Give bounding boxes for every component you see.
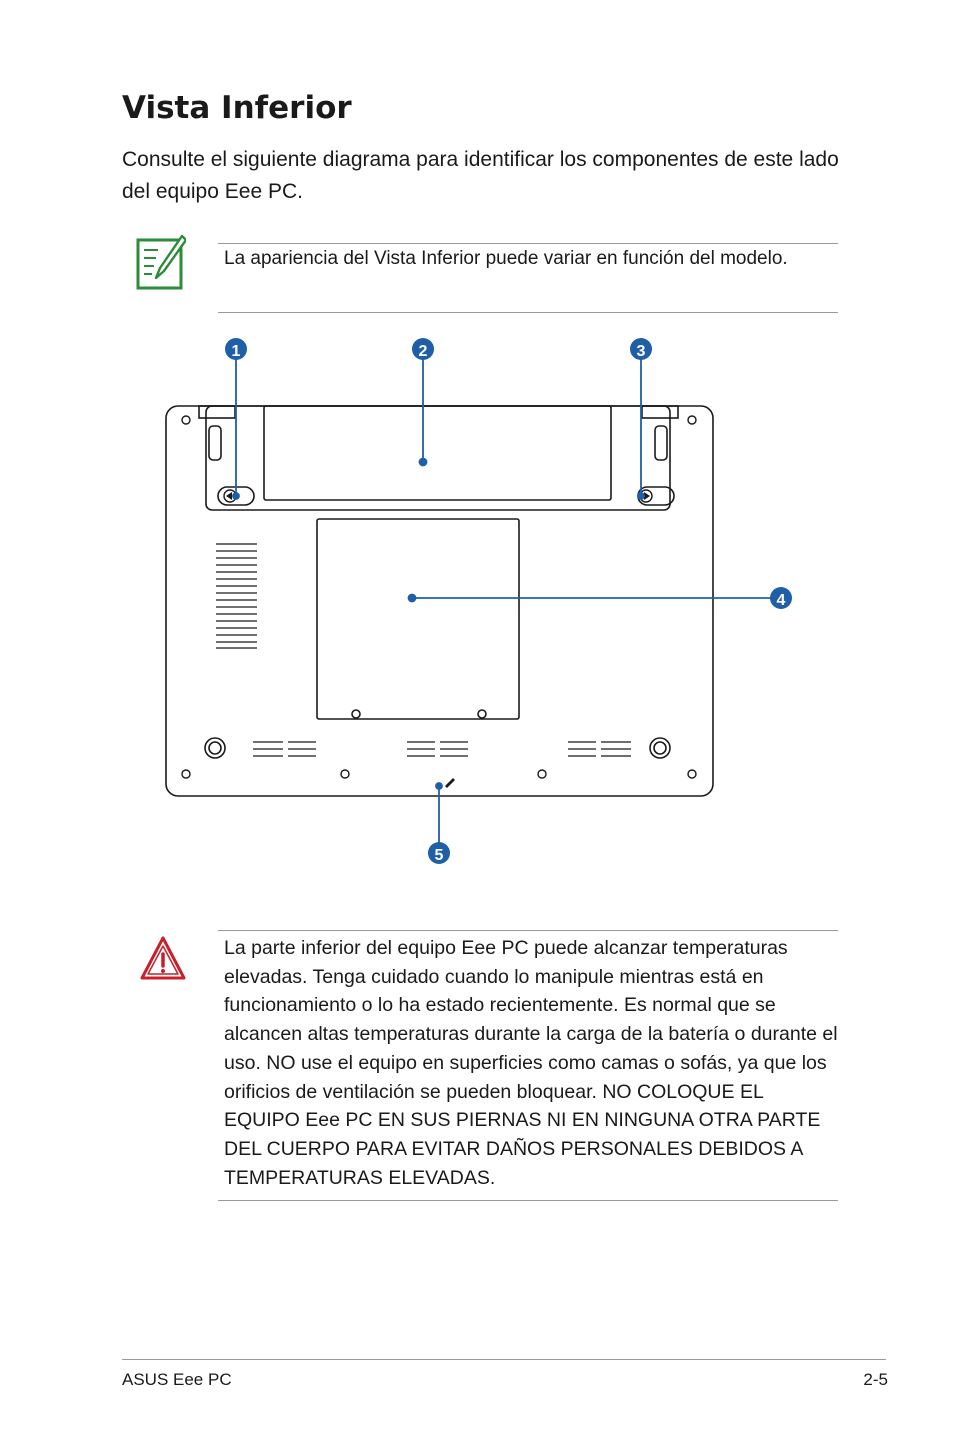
callout-markers xyxy=(225,338,792,864)
note-pencil-icon xyxy=(136,234,186,292)
callout-4-label: 4 xyxy=(776,592,786,609)
warning-text: La parte inferior del equipo Eee PC puede alcanzar temperaturas elevadas. Tenga cuidado cuando lo manipule mientras está en funcionamiento o lo ha estado recientemente. Es normal que se alcancen altas temperaturas durante la carga de la batería o durante el uso. NO use el equipo en superficies como camas o sofás, ya que los orificios de ventilación se pueden bloquear. NO COLOQUE EL EQUIPO Eee PC EN SUS PIERNAS NI EN NINGUNA OTRA PARTE DEL CUERPO PARA EVITAR DAÑOS PERSONALES DEBIDOS A TEMPERATURAS ELEVADAS. xyxy=(224,937,838,1189)
callout-2-label: 2 xyxy=(418,343,428,360)
memory-compartment xyxy=(317,519,519,719)
battery-bay xyxy=(206,406,670,510)
bottom-view-diagram xyxy=(150,330,850,870)
warning-top-rule xyxy=(218,930,838,931)
battery-pack xyxy=(264,406,611,500)
warning-triangle-icon xyxy=(138,934,188,984)
left-tab xyxy=(199,406,235,418)
footer-page-number: 2-5 xyxy=(863,1370,888,1389)
page-title: Vista Inferior xyxy=(122,90,352,126)
callout-5-label: 5 xyxy=(434,847,444,864)
callout-3-label: 3 xyxy=(636,343,646,360)
intro-paragraph: Consulte el siguiente diagrama para identificar los componentes de este lado del equipo Eee PC. xyxy=(122,148,839,203)
warning-bottom-rule xyxy=(218,1200,838,1201)
right-tab xyxy=(642,406,678,418)
note-text: La apariencia del Vista Inferior puede variar en función del modelo. xyxy=(224,248,788,269)
footer-rule xyxy=(122,1359,886,1360)
callout-1-label: 1 xyxy=(231,343,241,360)
note-bottom-rule xyxy=(218,312,838,313)
laptop-bottom-outline xyxy=(166,406,713,796)
footer-product-name: ASUS Eee PC xyxy=(122,1370,232,1389)
